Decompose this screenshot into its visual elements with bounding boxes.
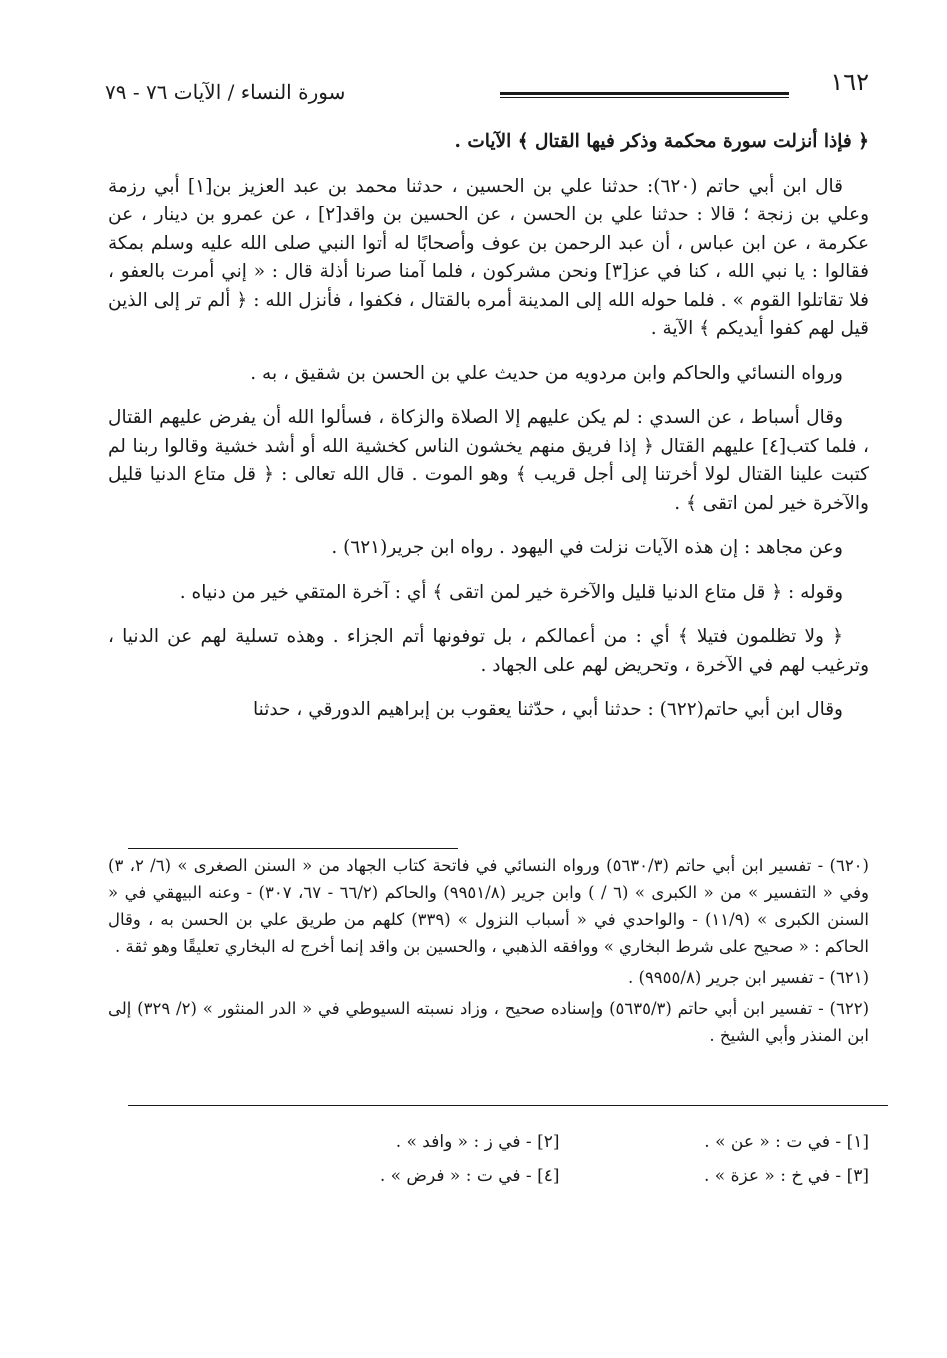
variant-note-4: [٤] - في ت : « فرض » . [379,1166,560,1186]
variant-notes-separator [128,1105,888,1106]
variant-notes [250,1125,869,1193]
paragraph-asbat: وقال أسباط ، عن السدي : لم يكن عليهم إلا الصلاة والزكاة ، فسألوا الله أن يفرض عليهم القتال ، فلما كتب[٤] عليهم القتال ﴿ إذا فريق منهم يخشون الناس كخشية الله أو أشد خشية وقالوا ربنا لم كتبت علينا القتال لولا أخرتنا إلى أجل قريب ﴾ وهو الموت . قال الله تعالى : ﴿ قل متاع الدنيا قليل والآخرة خير لمن اتقى ﴾ . [108,407,870,514]
paragraph-mujahid: وعن مجاهد : إن هذه الآيات نزلت في اليهود . رواه ابن جرير(٦٢١) . [331,537,843,558]
footnotes [108,852,869,1053]
variant-note-3: [٣] - في خ : « عزة » . [703,1166,869,1186]
header-rule-thin [500,97,789,98]
paragraph-nasai: ورواه النسائي والحاكم وابن مردويه من حديث علي بن الحسن بن شقيق ، به . [250,362,843,384]
paragraph-ibn-abi-hatim: قال ابن أبي حاتم (٦٢٠): حدثنا علي بن الحسين ، حدثنا محمد بن عبد العزيز بن[١] أبي رزمة وعلي بن زنجة ؛ قالا : حدثنا علي بن الحسن ، عن الحسين بن واقد[٢] ، عن عمرو بن دينار ، عن عكرمة ، عن ابن عباس ، أن عبد الرحمن بن عوف وأصحابًا له أتوا النبي صلى الله عليه وسلم بمكة فقالوا : يا نبي الله ، كنا في عز[٣] ونحن مشركون ، فلما آمنا صرنا أذلة قال : « إني أمرت بالعفو ، فلا تقاتلوا القوم » . فلما حوله الله إلى المدينة أمره بالقتال ، فكفوا ، فأنزل الله : ﴿ ألم تر إلى الذين قيل لهم كفوا أيديكم ﴾ الآية . [108,175,870,339]
footnote-621: (٦٢١) - تفسير ابن جرير (٩٩٥٥/٨) . [628,968,869,987]
variant-note-2: [٢] - في ز : « وافد » . [395,1132,560,1152]
paragraph-ibn-abi-hatim-2: وقال ابن أبي حاتم(٦٢٢) : حدثنا أبي ، حدّثنا يعقوب بن إبراهيم الدورقي ، حدثنا [252,699,843,720]
running-title: سورة النساء / الآيات ٧٦ - ٧٩ [105,80,346,104]
page-number: ١٦٢ [830,68,869,96]
main-text [108,128,869,741]
variant-row [250,1159,869,1193]
variant-note-1: [١] - في ت : « عن » . [704,1132,869,1152]
paragraph-qawluhu: وقوله : ﴿ قل متاع الدنيا قليل والآخرة خير لمن اتقى ﴾ أي : آخرة المتقي خير من دنياه . [179,581,843,603]
footnote-622: (٦٢٢) - تفسير ابن أبي حاتم (٥٦٣٥/٣) وإسناده صحيح ، وزاد نسبته السيوطي في « الدر المنثور » (٢/ ٣٢٩) إلى ابن المنذر وأبي الشيخ . [108,999,869,1045]
footnote-separator [128,848,458,849]
verse-heading: ﴿ فإذا أنزلت سورة محكمة وذكر فيها القتال ﴾ الآيات . [454,131,869,152]
footnote-620: (٦٢٠) - تفسير ابن أبي حاتم (٥٦٣٠/٣) ورواه النسائي في فاتحة كتاب الجهاد من « السنن الصغرى » (٦/ ٢، ٣) وفي « التفسير » من « الكبرى » (٦ / ) وابن جرير (٩٩٥١/٨) والحاكم (٦٦/٢ - ٦٧، ٣٠٧) - وعنه البيهقي في « السنن الكبرى » (١١/٩) - والواحدي في « أسباب النزول » (٣٣٩) كلهم من طريق علي بن الحسن به ، وقال الحاكم : « صحيح على شرط البخاري » ووافقه الذهبي ، والحسين بن واقد إنما أخرج له البخاري تعليقًا وهو ثقة . [108,856,869,956]
paragraph-fatila: ﴿ ولا تظلمون فتيلا ﴾ أي : من أعمالكم ، بل توفونها أتم الجزاء . وهذه تسلية لهم عن الدنيا ، وترغيب لهم في الآخرة ، وتحريض لهم على الجهاد . [108,626,869,676]
variant-row [250,1125,869,1159]
page-header [105,62,869,102]
header-rule [500,92,789,95]
